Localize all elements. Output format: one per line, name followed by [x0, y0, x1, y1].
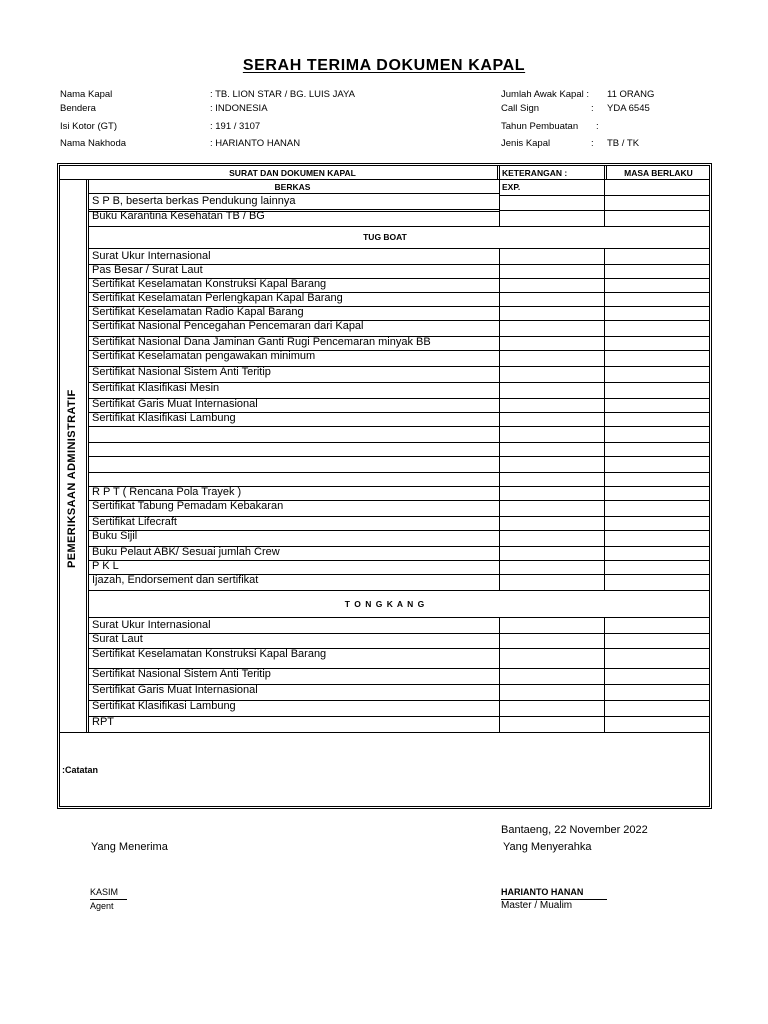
- info-colon-tahun-pembuatan: :: [596, 121, 599, 132]
- tugboat-row-line: [88, 426, 709, 427]
- tongkang-row: Sertifikat Garis Muat Internasional: [92, 684, 258, 696]
- tongkang-header: T O N G K A N G: [344, 599, 426, 609]
- tongkang-row: Surat Laut: [92, 633, 143, 645]
- giver-role: Master / Mualim: [501, 900, 573, 911]
- tugboat-row-line: [88, 486, 709, 487]
- tugboat-row-line: [88, 264, 709, 265]
- tongkang-row-line: [88, 633, 709, 634]
- info-label-nama-kapal: Nama Kapal: [60, 89, 113, 100]
- header-divider: [59, 179, 709, 180]
- info-label-call-sign: Call Sign: [501, 103, 540, 114]
- info-value-call-sign: YDA 6545: [607, 103, 650, 114]
- tugboat-row-line: [88, 500, 709, 501]
- tongkang-row: Sertifikat Klasifikasi Lambung: [92, 700, 236, 712]
- tugboat-row: Sertifikat Keselamatan Perlengkapan Kapal Barang: [92, 292, 343, 304]
- info-label-tahun-pembuatan: Tahun Pembuatan: [501, 121, 579, 132]
- tugboat-row: Surat Ukur Internasional: [92, 250, 211, 262]
- tugboat-row: Sertifikat Nasional Sistem Anti Teritip: [92, 366, 271, 378]
- tugboat-row-line: [88, 412, 709, 413]
- tugboat-row-line: [88, 278, 709, 279]
- tugboat-bottom-line: [88, 248, 709, 249]
- tugboat-row: P K L: [92, 560, 119, 572]
- tugboat-row: Sertifikat Garis Muat Internasional: [92, 398, 258, 410]
- info-value-jumlah-awak: 11 ORANG: [607, 89, 655, 100]
- berkas-row-spb: S P B, beserta berkas Pendukung lainnya: [92, 195, 296, 207]
- info-colon-call-sign: :: [591, 103, 594, 114]
- tugboat-row: Sertifikat Keselamatan Konstruksi Kapal Barang: [92, 278, 327, 290]
- info-label-jumlah-awak: Jumlah Awak Kapal :: [501, 89, 590, 100]
- info-label-nama-nakhoda: Nama Nakhoda: [60, 138, 127, 149]
- place-date: Bantaeng, 22 November 2022: [501, 824, 648, 836]
- header-col-divider-1: [497, 165, 498, 180]
- tongkang-row: Sertifikat Nasional Sistem Anti Teritip: [92, 668, 271, 680]
- tongkang-top-line: [88, 590, 709, 591]
- tugboat-row: Sertifikat Tabung Pemadam Kebakaran: [92, 500, 284, 512]
- tugboat-row: Sertifikat Keselamatan Radio Kapal Barang: [92, 306, 304, 318]
- col-divider-ket-tongkang: [499, 617, 500, 732]
- receiver-label: Yang Menerima: [91, 841, 168, 853]
- tongkang-row-line: [88, 716, 709, 717]
- tugboat-row: Sertifikat Klasifikasi Mesin: [92, 382, 220, 394]
- receiver-signature-line: [90, 899, 127, 900]
- tugboat-row-line: [88, 320, 709, 321]
- document-title: SERAH TERIMA DOKUMEN KAPAL: [242, 57, 526, 74]
- tugboat-row: Sertifikat Lifecraft: [92, 516, 177, 528]
- tugboat-row-line: [88, 442, 709, 443]
- tugboat-row-line: [88, 306, 709, 307]
- info-value-nama-kapal: : TB. LION STAR / BG. LUIS JAYA: [210, 89, 356, 100]
- info-value-nama-nakhoda: : HARIANTO HANAN: [210, 138, 301, 149]
- tugboat-row-line: [88, 398, 709, 399]
- tugboat-header: TUG BOAT: [363, 232, 407, 242]
- info-label-isi-kotor: Isi Kotor (GT): [60, 121, 118, 132]
- catatan-label: :Catatan: [62, 765, 99, 775]
- col-divider-masa-tug: [604, 248, 605, 590]
- catatan-top-line: [59, 732, 709, 733]
- tugboat-row: Sertifikat Klasifikasi Lambung: [92, 412, 236, 424]
- header-keterangan: KETERANGAN :: [502, 168, 568, 178]
- tongkang-row: RPT: [92, 716, 114, 728]
- tugboat-row-line: [88, 516, 709, 517]
- tugboat-row: Buku Pelaut ABK/ Sesuai jumlah Crew: [92, 546, 280, 558]
- tugboat-row-line: [88, 382, 709, 383]
- tugboat-row: Pas Besar / Surat Laut: [92, 264, 203, 276]
- tugboat-row: Sertifikat Nasional Pencegahan Pencemaran dari Kapal: [92, 320, 364, 332]
- header-col-divider-2: [604, 165, 605, 180]
- tugboat-row: Sertifikat Keselamatan pengawakan minimum: [92, 350, 316, 362]
- tugboat-row-line: [88, 456, 709, 457]
- exp-label: EXP.: [502, 182, 521, 192]
- side-label-pemeriksaan: PEMERIKSAAN ADMINISTRATIF: [66, 389, 78, 568]
- giver-label: Yang Menyerahka: [503, 841, 592, 853]
- side-column-divider-b: [86, 180, 87, 732]
- tugboat-row-line: [88, 560, 709, 561]
- tongkang-row-line: [88, 700, 709, 701]
- tongkang-row-line: [88, 668, 709, 669]
- tugboat-top-line: [88, 226, 709, 227]
- info-label-bendera: Bendera: [60, 103, 96, 114]
- giver-name: HARIANTO HANAN: [501, 887, 584, 897]
- col-divider-ket-tug: [499, 248, 500, 590]
- tugboat-row-line: [88, 530, 709, 531]
- tugboat-row-line: [88, 366, 709, 367]
- header-col-divider-2b: [606, 165, 607, 180]
- tugboat-row-line: [88, 546, 709, 547]
- info-label-jenis-kapal: Jenis Kapal: [501, 138, 551, 149]
- info-value-bendera: : INDONESIA: [210, 103, 268, 114]
- tongkang-row: Sertifikat Keselamatan Konstruksi Kapal Barang: [92, 648, 327, 660]
- info-colon-jenis-kapal: :: [591, 138, 594, 149]
- col-divider-ket-top: [499, 180, 500, 227]
- tugboat-row-line: [88, 292, 709, 293]
- tugboat-row: Ijazah, Endorsement dan sertifikat: [92, 574, 259, 586]
- receiver-name: KASIM: [90, 887, 119, 897]
- tugboat-row: R P T ( Rencana Pola Trayek ): [92, 486, 242, 498]
- info-value-isi-kotor: : 191 / 3107: [210, 121, 261, 132]
- col-divider-masa-tongkang: [604, 617, 605, 732]
- berkas-header: BERKAS: [274, 182, 311, 192]
- tongkang-row-line: [88, 648, 709, 649]
- receiver-role: Agent: [90, 901, 114, 911]
- berkas-row-karantina: Buku Karantina Kesehatan TB / BG: [92, 210, 265, 222]
- info-value-jenis-kapal: TB / TK: [607, 138, 640, 149]
- tugboat-row-line: [88, 336, 709, 337]
- col-divider-masa-top: [604, 180, 605, 227]
- tugboat-row-line: [88, 350, 709, 351]
- tongkang-row-line: [88, 684, 709, 685]
- tongkang-bottom-line: [88, 617, 709, 618]
- tugboat-row-line: [88, 574, 709, 575]
- tongkang-row: Surat Ukur Internasional: [92, 619, 211, 631]
- header-col-divider-1b: [499, 165, 500, 180]
- berkas-divider: [88, 193, 500, 194]
- tugboat-row: Sertifikat Nasional Dana Jaminan Ganti Rugi Pencemaran minyak BB: [92, 336, 431, 348]
- tugboat-row-line: [88, 472, 709, 473]
- header-masa-berlaku: MASA BERLAKU: [624, 168, 693, 178]
- header-surat-dokumen: SURAT DAN DOKUMEN KAPAL: [229, 168, 356, 178]
- tugboat-row: Buku Sijil: [92, 530, 138, 542]
